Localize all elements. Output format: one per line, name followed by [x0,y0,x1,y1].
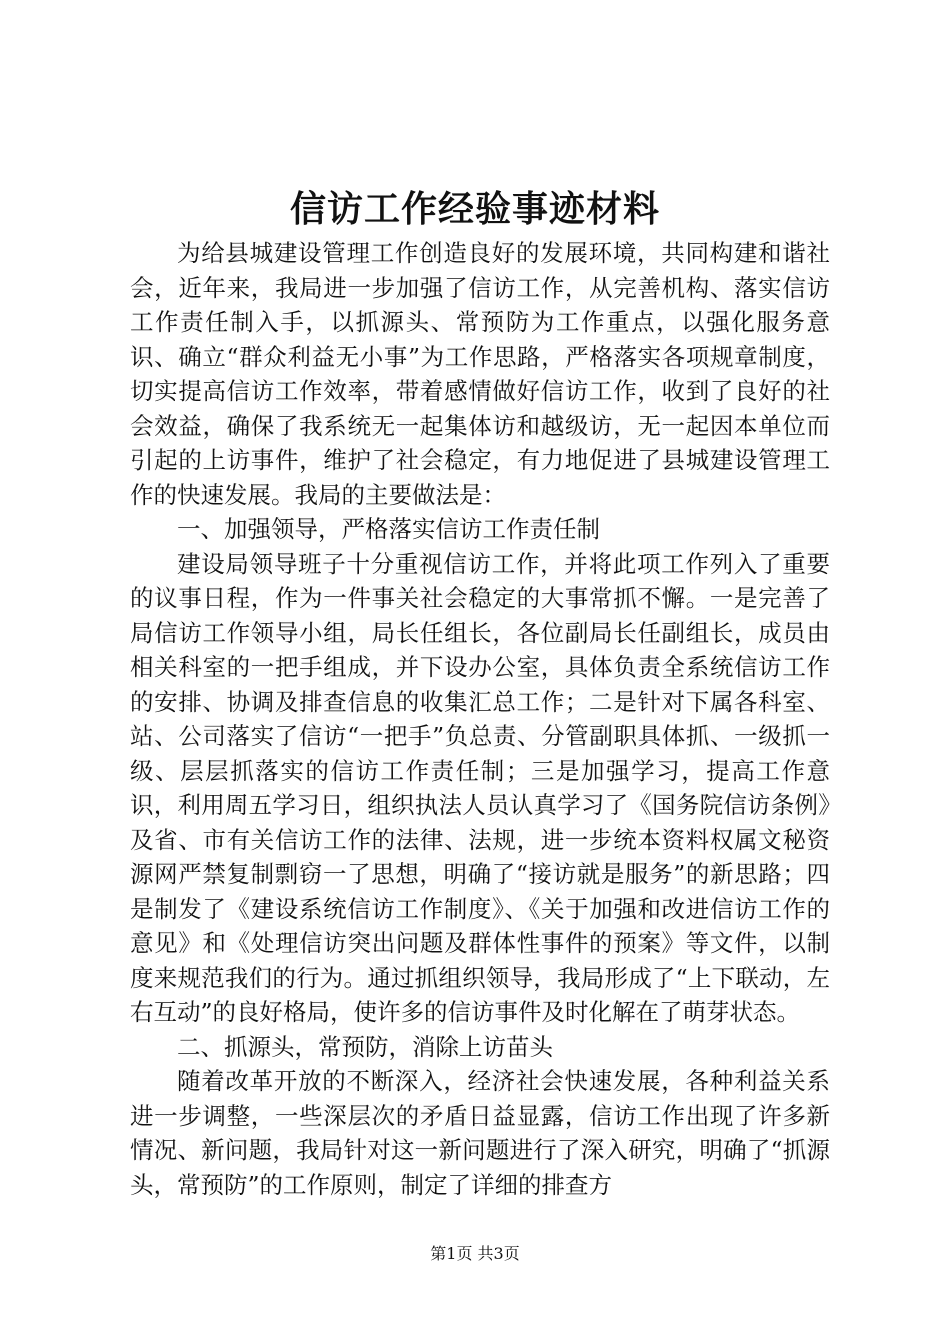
page-number-footer: 第1页 共3页 [430,1244,520,1263]
paragraph-section-1: 建设局领导班子十分重视信访工作，并将此项工作列入了重要的议事日程，作为一件事关社会稳定的大事常抓不懈。一是完善了局信访工作领导小组，局长任组长，各位副局长任副组长，成员由相关科室的一把手组成，并下设办公室，具体负责全系统信访工作的安排、协调及排查信息的收集汇总工作；二是针对下属各科室、站、公司落实了信访“一把手”负总责、分管副职具体抓、一级抓一级、层层抓落实的信访工作责任制；三是加强学习，提高工作意识，利用周五学习日，组织执法人员认真学习了《国务院信访条例》及省、市有关信访工作的法律、法规，进一步统本资料权属文秘资源网严禁复制剽窃一了思想，明确了“接访就是服务”的新思路；四是制发了《建设系统信访工作制度》、《关于加强和改进信访工作的意见》和《处理信访突出问题及群体性事件的预案》等文件，以制度来规范我们的行为。通过抓组织领导，我局形成了“上下联动，左右互动”的良好格局，使许多的信访事件及时化解在了萌芽状态。 [130,549,830,1026]
section-heading-2: 二、抓源头，常预防，消除上访苗头 [177,1032,553,1061]
document-title: 信访工作经验事迹材料 [289,188,660,230]
paragraph-intro: 为给县城建设管理工作创造良好的发展环境，共同构建和谐社会，近年来，我局进一步加强了信访工作，从完善机构、落实信访工作责任制入手，以抓源头、常预防为工作重点，以强化服务意识、确立“群众利益无小事”为工作思路，严格落实各项规章制度，切实提高信访工作效率，带着感情做好信访工作，收到了良好的社会效益，确保了我系统无一起集体访和越级访，无一起因本单位而引起的上访事件，维护了社会稳定，有力地促进了县城建设管理工作的快速发展。我局的主要做法是： [130,239,830,509]
paragraph-section-2: 随着改革开放的不断深入，经济社会快速发展，各种利益关系进一步调整，一些深层次的矛盾日益显露，信访工作出现了许多新情况、新问题，我局针对这一新问题进行了深入研究，明确了“抓源头，常预防”的工作原则，制定了详细的排查方 [130,1067,830,1199]
document-body [130,236,830,1202]
section-heading-1: 一、加强领导，严格落实信访工作责任制 [177,515,600,543]
